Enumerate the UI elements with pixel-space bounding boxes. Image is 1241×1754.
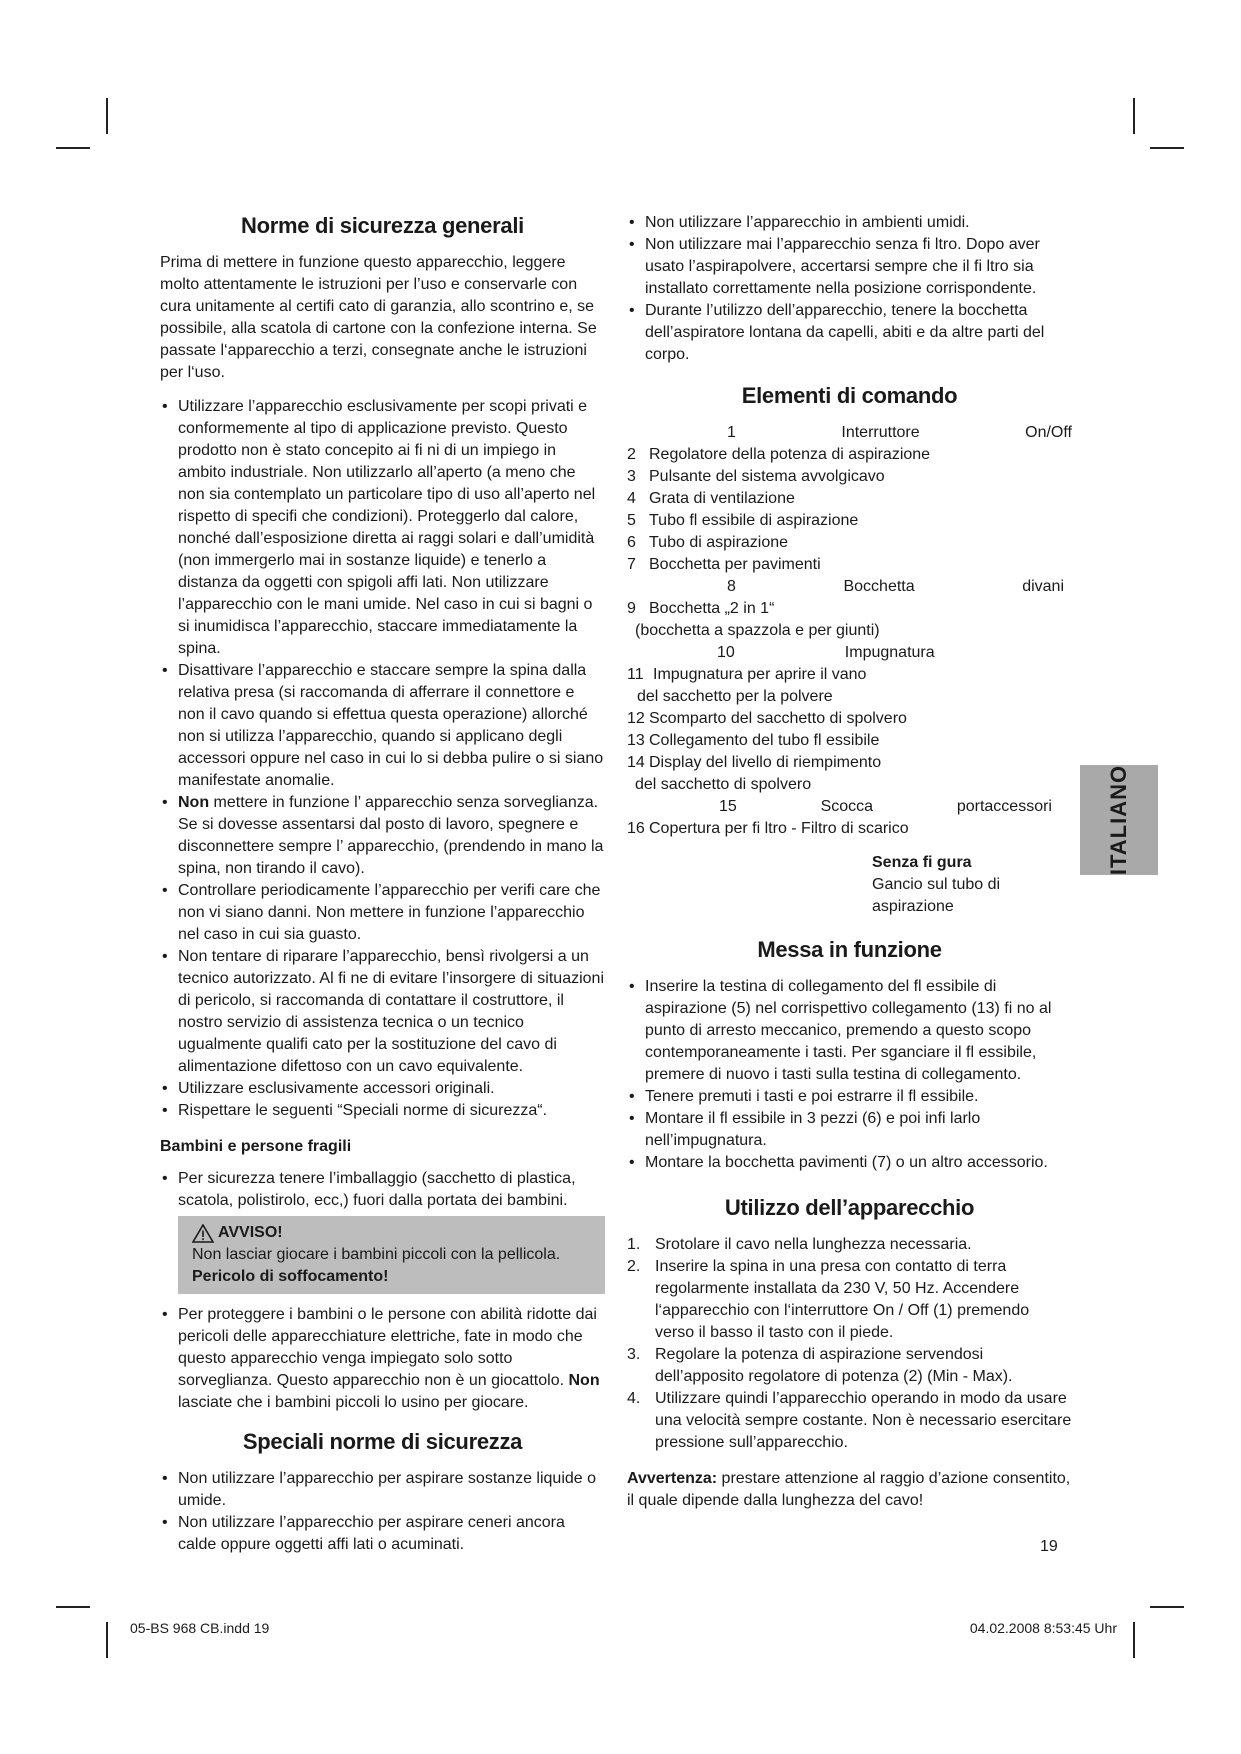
crop-mark: [56, 1606, 90, 1608]
crop-mark: [1150, 1606, 1184, 1608]
control-number: 6: [627, 534, 636, 551]
control-number: 14: [627, 754, 645, 771]
control-label: Impugnatura: [844, 644, 935, 661]
controls-list: [627, 422, 1072, 840]
safety-list: [160, 396, 605, 1122]
control-label: Impugnatura per aprire il vano: [653, 666, 867, 683]
control-item: [627, 752, 1072, 774]
section-heading-controls: Elementi di comando: [741, 383, 958, 408]
language-tab: [1080, 765, 1158, 875]
step-text: Regolare la potenza di aspirazione servendosi dell’apposito regolatore di potenza (2) (Min - Max).: [655, 1346, 1013, 1385]
list-item: • Per sicurezza tenere l’imballaggio (sacchetto di plastica, scatola, polistirolo, ecc,) fuori dalla portata dei bambini.: [160, 1168, 605, 1212]
control-continuation: del sacchetto per la polvere: [637, 688, 833, 705]
list-item: • Disattivare l’apparecchio e staccare sempre la spina dalla relativa presa (si raccomanda di afferrare il connettore e non il cavo quando si effettua questa operazione) allorché non si utilizza l’apparecchio, quando si applicano degli accessori oppure nel caso in cui lo si debba pulire o si siano manifestate anomalie.: [160, 660, 605, 792]
children-list: [160, 1168, 605, 1212]
language-tab-label: ITALIANO: [1106, 764, 1131, 876]
step-text: Srotolare il cavo nella lunghezza necessaria.: [655, 1236, 972, 1253]
control-label: Display del livello di riempimento: [649, 754, 882, 771]
control-number: 8: [727, 578, 736, 595]
control-label: Scomparto del sacchetto di spolvero: [649, 710, 907, 727]
control-label: Bocchetta: [843, 578, 915, 595]
right-column: [627, 212, 1072, 1512]
list-item: • Montare il fl essibile in 3 pezzi (6) e poi infi larlo nell’impugnatura.: [627, 1108, 1072, 1152]
step-text: Utilizzare quindi l’apparecchio operando in modo da usare una velocità sempre costante. Non è necessario esercitare pressione sull’apparecchio.: [655, 1390, 1072, 1451]
list-item: • Utilizzare esclusivamente accessori originali.: [160, 1078, 605, 1100]
list-item: [160, 792, 605, 880]
unpictured-title: Senza fi gura: [872, 854, 972, 871]
page-number: 19: [1040, 1538, 1058, 1555]
control-item: [627, 642, 1072, 664]
warning-box: [178, 1216, 605, 1294]
bold-non: Non: [178, 794, 210, 811]
control-item: [627, 510, 1072, 532]
control-item: [627, 818, 1072, 840]
startup-list: [627, 976, 1072, 1174]
list-item-text: Per proteggere i bambini o le persone con abilità ridotte dai pericoli delle apparecchiature elettriche, fate in modo che questo apparecchio venga impiegato solo sotto sorveglianza. Questo apparecchio non è un giocattolo.: [178, 1306, 597, 1389]
crop-mark: [1133, 1622, 1135, 1658]
control-item: [627, 444, 1072, 466]
unpictured-text: Gancio sul tubo di aspirazione: [872, 876, 1001, 915]
control-label: Interruttore: [841, 424, 920, 441]
list-item: [627, 1388, 1072, 1454]
crop-mark: [1150, 147, 1184, 149]
list-item-text: mettere in funzione l’ apparecchio senza sorveglianza. Se si dovesse assentarsi dal posto di lavoro, spegnere e disconnettere sempre l’ apparecchio, (prendendo in mano la spina, non tirando il cavo).: [178, 794, 604, 877]
note-text: prestare attenzione al raggio d’azione consentito, il quale dipende dalla lunghezza del cavo!: [627, 1470, 1071, 1509]
list-item: [627, 1256, 1072, 1344]
control-item: [627, 422, 1072, 444]
step-number: 4.: [627, 1390, 641, 1407]
footer-file-info: 05-BS 968 CB.indd 19: [130, 1620, 270, 1636]
list-item: • Tenere premuti i tasti e poi estrarre il fl essibile.: [627, 1086, 1072, 1108]
control-number: 15: [719, 798, 737, 815]
top-safety-list: [627, 212, 1072, 366]
list-item: • Non utilizzare l’apparecchio per aspirare ceneri ancora calde oppure oggetti affi lati o acuminati.: [160, 1512, 605, 1556]
control-label: Copertura per fi ltro - Filtro di scarico: [649, 820, 909, 837]
control-label: On/Off: [1025, 424, 1072, 441]
control-item: [627, 708, 1072, 730]
warning-bold-text: Pericolo di soffocamento!: [192, 1268, 389, 1285]
control-label: Bocchetta „2 in 1“: [649, 600, 775, 617]
list-item: • Non tentare di riparare l’apparecchio, bensì rivolgersi a un tecnico autorizzato. Al fi ne di evitare l’insorgere di situazioni di pericolo, si raccomanda di contattare il costruttore, il nostro servizio di assistenza tecnica o un tecnico ugualmente qualifi cato per la sostituzione del cavo di alimentazione difettoso con un cavo equivalente.: [160, 946, 605, 1078]
control-number: 5: [627, 512, 636, 529]
control-label: Grata di ventilazione: [649, 490, 795, 507]
control-continuation: del sacchetto di spolvero: [635, 776, 812, 793]
list-item: • Controllare periodicamente l’apparecchio per verifi care che non vi siano danni. Non mettere in funzione l’apparecchio nel caso in cui sia guasto.: [160, 880, 605, 946]
section-heading-startup: Messa in funzione: [757, 937, 942, 962]
section-heading-special-safety: Speciali norme di sicurezza: [242, 1429, 523, 1454]
control-number: 11: [627, 666, 644, 683]
crop-mark: [106, 1622, 108, 1658]
control-number: 2: [627, 446, 636, 463]
section-heading-general-safety: Norme di sicurezza generali: [241, 213, 524, 238]
control-number: 7: [627, 556, 636, 573]
control-item: [627, 730, 1072, 752]
list-item-text: lasciate che i bambini piccoli lo usino per giocare.: [178, 1394, 529, 1411]
crop-mark: [56, 147, 90, 149]
control-item: [627, 796, 1072, 818]
control-item: [627, 488, 1072, 510]
left-column: [160, 212, 605, 1566]
control-label: Collegamento del tubo fl essibile: [649, 732, 880, 749]
control-label: portaccessori: [956, 798, 1052, 815]
control-number: 12: [627, 710, 645, 727]
bold-non: Non: [568, 1372, 600, 1389]
intro-paragraph: Prima di mettere in funzione questo apparecchio, leggere molto attentamente le istruzioni per l’uso e conservarle con cura unitamente al certifi cato di garanzia, allo scontrino e, se possibile, alla scatola di cartone con la confezione interna. Se passate l‘apparecchio a terzi, consegnate anche le istruzioni per l‘uso.: [160, 254, 597, 381]
control-label: Tubo di aspirazione: [649, 534, 789, 551]
list-item: • Non utilizzare l’apparecchio in ambienti umidi.: [627, 212, 1072, 234]
control-item: [627, 554, 1072, 576]
list-item: • Montare la bocchetta pavimenti (7) o un altro accessorio.: [627, 1152, 1072, 1174]
control-label: Bocchetta per pavimenti: [649, 556, 821, 573]
control-label: Tubo fl essibile di aspirazione: [649, 512, 859, 529]
list-item: • Non utilizzare mai l’apparecchio senza fi ltro. Dopo aver usato l’aspirapolvere, accertarsi sempre che il fi ltro sia installato correttamente nella posizione corrispondente.: [627, 234, 1072, 300]
control-item: [627, 598, 1072, 620]
step-number: 1.: [627, 1236, 641, 1253]
footer-timestamp: 04.02.2008 8:53:45 Uhr: [969, 1620, 1117, 1636]
control-number: 13: [627, 732, 645, 749]
section-heading-usage: Utilizzo dell’apparecchio: [724, 1195, 975, 1220]
control-item: [627, 664, 1072, 686]
control-number: 10: [717, 644, 735, 661]
control-number: 1: [727, 424, 736, 441]
usage-steps: [627, 1234, 1072, 1454]
list-item: • Non utilizzare l’apparecchio per aspirare sostanze liquide o umide.: [160, 1468, 605, 1512]
subheading-children: Bambini e persone fragili: [160, 1138, 352, 1155]
crop-mark: [106, 98, 108, 134]
control-label: Pulsante del sistema avvolgicavo: [649, 468, 885, 485]
note-paragraph: [627, 1468, 1072, 1512]
warning-title: AVVISO!: [218, 1224, 283, 1241]
protect-list: [160, 1304, 605, 1414]
warning-text: Non lasciar giocare i bambini piccoli con la pellicola.: [192, 1246, 561, 1263]
list-item: [160, 1304, 605, 1414]
step-number: 3.: [627, 1346, 641, 1363]
note-label: Avvertenza:: [627, 1470, 718, 1487]
warning-title-row: [192, 1222, 595, 1244]
control-item: [627, 466, 1072, 488]
control-continuation: (bocchetta a spazzola e per giunti): [635, 622, 880, 639]
list-item: • Durante l’utilizzo dell’apparecchio, tenere la bocchetta dell’aspiratore lontana da capelli, abiti e da altre parti del corpo.: [627, 300, 1072, 366]
control-number: 16: [627, 820, 645, 837]
control-label: Regolatore della potenza di aspirazione: [649, 446, 931, 463]
control-number: 9: [627, 600, 636, 617]
special-safety-list: [160, 1468, 605, 1556]
list-item: • Utilizzare l’apparecchio esclusivamente per scopi privati e conformemente al tipo di applicazione previsto. Questo prodotto non è stato concepito ai fi ni di un impiego in ambito industriale. Non utilizzarlo all’aperto (a meno che non sia contemplato un particolare tipo di uso all’aperto nel rispetto di specifi che condizioni). Proteggerlo dal calore, nonché dall’esposizione diretta ai raggi solari e dall’umidità (non immergerlo mai in sostanze liquide) e tenerlo a distanza da oggetti con spigoli affi lati. Non utilizzare l’apparecchio con le mani umide. Nel caso in cui si bagni o si inumidisca l’apparecchio, staccare immediatamente la spina.: [160, 396, 605, 660]
list-item: [627, 1344, 1072, 1388]
step-number: 2.: [627, 1258, 641, 1275]
control-item: [627, 532, 1072, 554]
step-text: Inserire la spina in una presa con contatto di terra regolarmente installata da 230 V, 50 Hz. Accendere l‘apparecchio con l‘interruttore On / Off (1) premendo verso il basso il tasto con il piede.: [655, 1258, 1030, 1341]
control-number: 3: [627, 468, 636, 485]
control-label: Scocca: [820, 798, 874, 815]
list-item: [627, 1234, 1072, 1256]
list-item: • Rispettare le seguenti “Speciali norme di sicurezza“.: [160, 1100, 605, 1122]
control-item: [627, 576, 1072, 598]
list-item: • Inserire la testina di collegamento del fl essibile di aspirazione (5) nel corrispettivo collegamento (13) fi no al punto di arresto meccanico, premendo a questo scopo contemporaneamente i tasti. Per sganciare il fl essibile, premere di nuovo i tasti sulla testina di collegamento.: [627, 976, 1072, 1086]
crop-mark: [1133, 98, 1135, 134]
warning-triangle-icon: [192, 1224, 214, 1243]
control-number: 4: [627, 490, 636, 507]
unpictured-item: [872, 852, 1072, 918]
control-label: divani: [1022, 578, 1064, 595]
